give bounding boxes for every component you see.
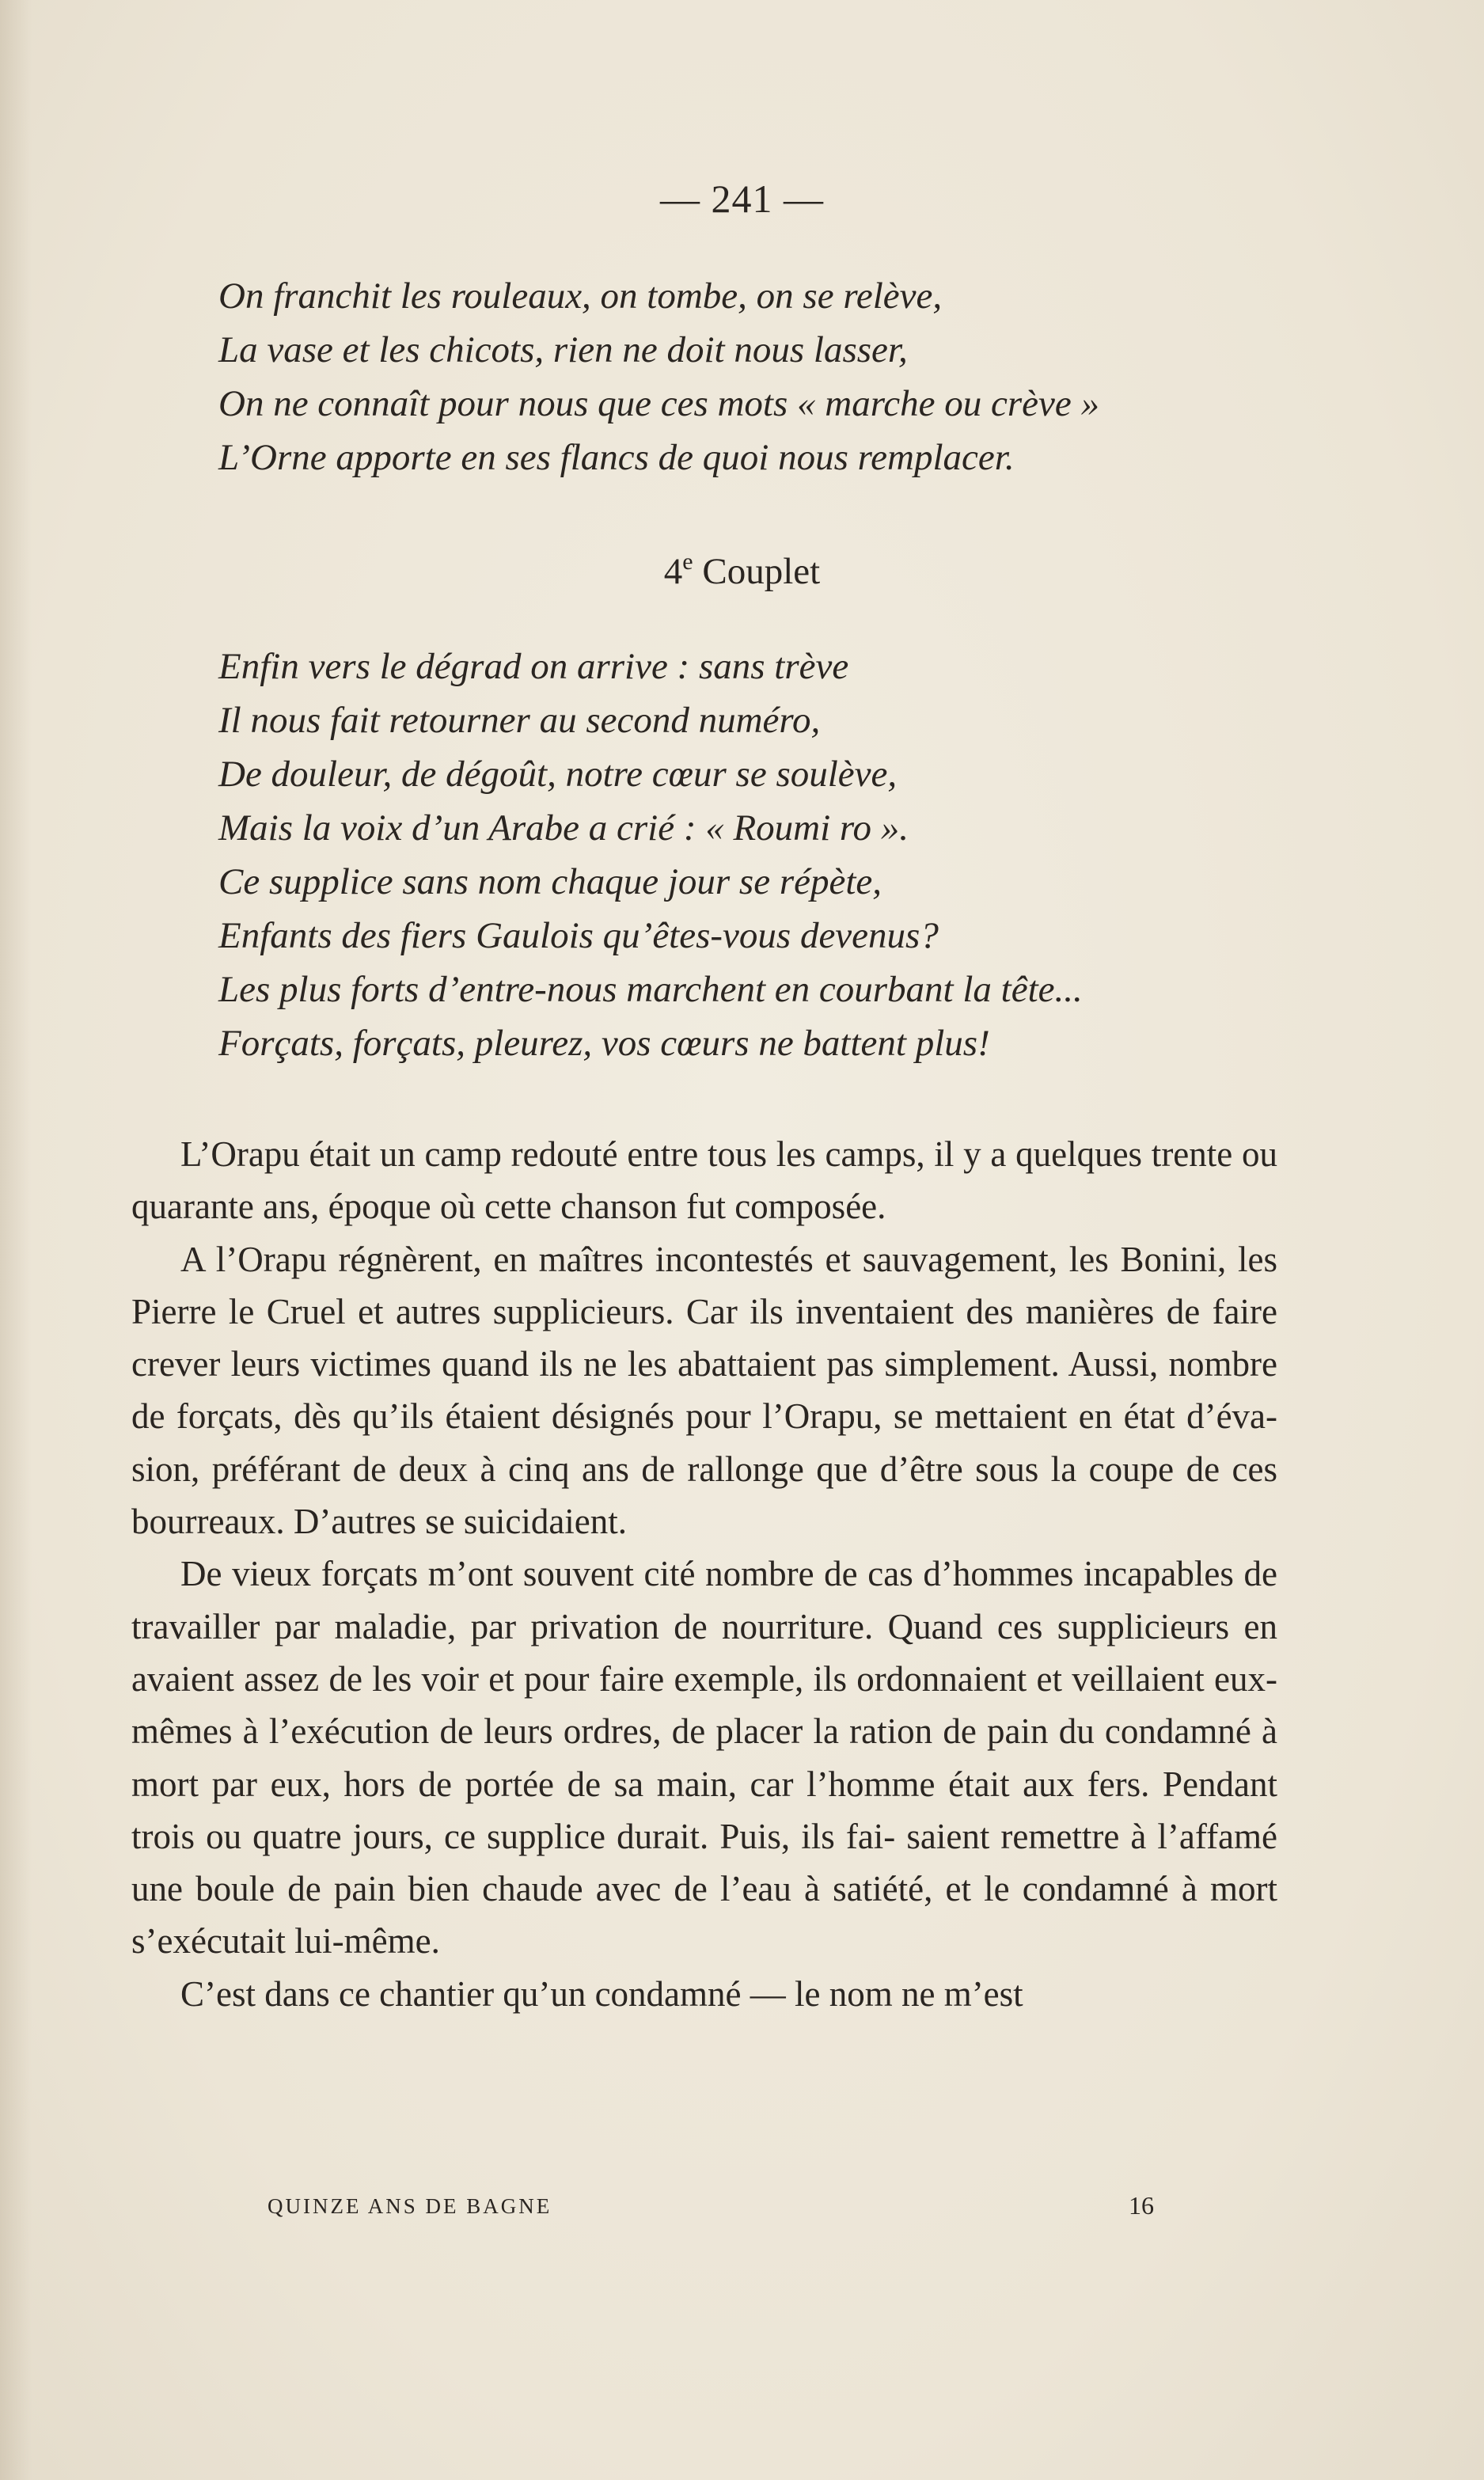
- prose-body: [131, 1128, 1277, 2020]
- paragraph: L’Orapu était un camp redouté entre tous les camps, il y a quelques trente ou quarante ans, époque où cette chanson fut composée.: [131, 1134, 1277, 1227]
- page-edge-shadow: [0, 0, 32, 2480]
- page-footer: [268, 2191, 1154, 2226]
- verse-line: Forçats, forçats, pleurez, vos cœurs ne battent plus!: [218, 1023, 990, 1064]
- paragraph: A l’Orapu régnèrent, en maîtres incontestés et sauvagement, les Bonini, les Pierre le Cruel et autres supplicieurs. Car ils inventaient des manières de faire crever leurs victimes quand ils ne les abattaient pas simplement. Aussi, nombre de forçats, dès qu’ils étaient désignés pour l’Orapu, se mettaient en état d’éva- sion, préférant de deux à cinq ans de rallonge que d’être sous la coupe de ces bourreaux. D’autres se suicidaient.: [131, 1239, 1277, 1542]
- running-title: QUINZE ANS DE BAGNE: [268, 2194, 552, 2218]
- verse-line: Ce supplice sans nom chaque jour se répète,: [218, 861, 882, 902]
- verse-line: Il nous fait retourner au second numéro,: [218, 700, 821, 741]
- verse-line: Les plus forts d’entre-nous marchent en courbant la tête...: [218, 969, 1083, 1010]
- stanza-3: [218, 269, 1263, 484]
- signature-mark: 16: [1129, 2191, 1154, 2220]
- page-number: — 241 —: [660, 177, 824, 221]
- couplet-number: 4: [663, 551, 683, 592]
- couplet-heading: [0, 550, 1484, 593]
- couplet-label: Couplet: [693, 551, 821, 592]
- verse-line: Enfants des fiers Gaulois qu’êtes-vous devenus?: [218, 915, 939, 956]
- couplet-ordinal-suffix: e: [682, 549, 693, 575]
- verse-line: Mais la voix d’un Arabe a crié : « Roumi ro ».: [218, 807, 909, 849]
- stanza-4: [218, 640, 1263, 1070]
- paragraph: C’est dans ce chantier qu’un condamné — le nom ne m’est: [180, 1973, 1023, 2014]
- verse-line: On franchit les rouleaux, on tombe, on se relève,: [218, 275, 943, 317]
- verse-line: On ne connaît pour nous que ces mots « marche ou crève »: [218, 383, 1099, 424]
- verse-line: L’Orne apporte en ses flancs de quoi nous remplacer.: [218, 437, 1015, 478]
- verse-line: Enfin vers le dégrad on arrive : sans trève: [218, 646, 849, 687]
- verse-line: De douleur, de dégoût, notre cœur se soulève,: [218, 754, 898, 795]
- paragraph: De vieux forçats m’ont souvent cité nombre de cas d’hommes incapables de travailler par maladie, par privation de nourriture. Quand ces supplicieurs en avaient assez de les voir et pour faire exemple, ils ordonnaient et veillaient eux-mêmes à l’exécution de leurs ordres, de placer la ration de pain du condamné à mort par eux, hors de portée de sa main, car l’homme était aux fers. Pendant trois ou quatre jours, ce supplice durait. Puis, ils fai- saient remettre à l’affamé une boule de pain bien chaude avec de l’eau à satiété, et le condamné à mort s’exécutait lui-même.: [131, 1554, 1277, 1962]
- verse-line: La vase et les chicots, rien ne doit nous lasser,: [218, 329, 908, 370]
